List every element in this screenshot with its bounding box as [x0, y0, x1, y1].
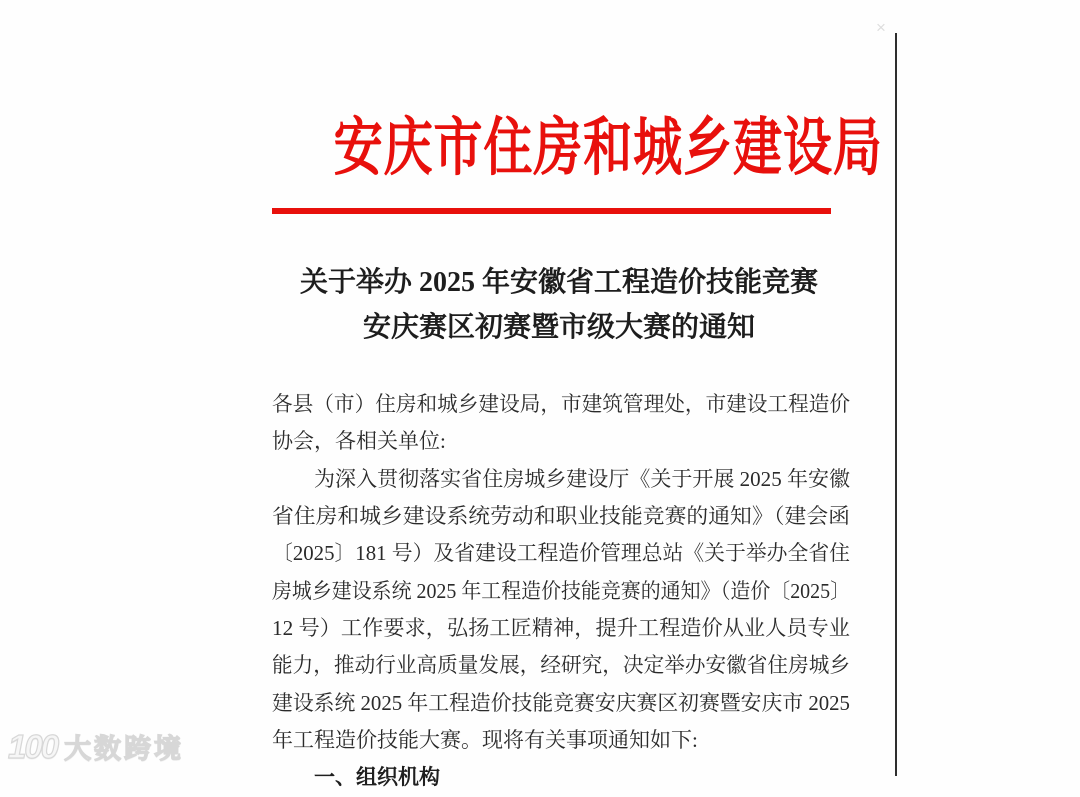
text-line: 一、组织机构 — [272, 765, 440, 790]
notice-title-line1: 关于举办 2025 年安徽省工程造价技能竞赛 — [299, 267, 818, 298]
salutation — [272, 386, 854, 461]
text-line: 〔2025〕181 号）及省建设工程造价管理总站《关于举办全省住 — [272, 541, 850, 566]
watermark — [8, 727, 184, 766]
watermark-label: 大数跨境 — [64, 734, 185, 764]
text-line: 能力，推动行业高质量发展，经研究，决定举办安徽省住房城乡 — [272, 653, 851, 678]
text-line: 协会，各相关单位: — [272, 429, 446, 454]
notice-body — [272, 386, 854, 797]
letterhead-divider — [272, 208, 831, 214]
text-line: 为深入贯彻落实省住房城乡建设厅《关于开展 2025 年安徽 — [272, 466, 851, 491]
notice-title-line2: 安庆赛区初赛暨市级大赛的通知 — [362, 312, 755, 343]
letterhead-org-name: 安庆市住房和城乡建设局 — [333, 113, 883, 183]
close-icon[interactable]: × — [876, 18, 886, 37]
watermark-logo-icon: 100 — [8, 727, 58, 765]
text-line: 省住房和城乡建设系统劳动和职业技能竞赛的通知》（建会函 — [272, 503, 850, 528]
text-line: 年工程造价技能大赛。现将有关事项通知如下: — [272, 727, 698, 752]
page-edge-divider — [895, 33, 897, 776]
text-line: 房城乡建设系统 2025 年工程造价技能竞赛的通知》（造价〔2025〕 — [272, 578, 851, 603]
section-heading — [272, 759, 854, 796]
notice-title — [240, 260, 878, 350]
body — [272, 461, 854, 760]
text-line: 建设系统 2025 年工程造价技能竞赛安庆赛区初赛暨安庆市 2025 — [272, 690, 850, 715]
text-line: 各县（市）住房和城乡建设局，市建筑管理处，市建设工程造价 — [272, 392, 851, 416]
text-line: 12 号）工作要求，弘扬工匠精神，提升工程造价从业人员专业 — [272, 615, 850, 640]
